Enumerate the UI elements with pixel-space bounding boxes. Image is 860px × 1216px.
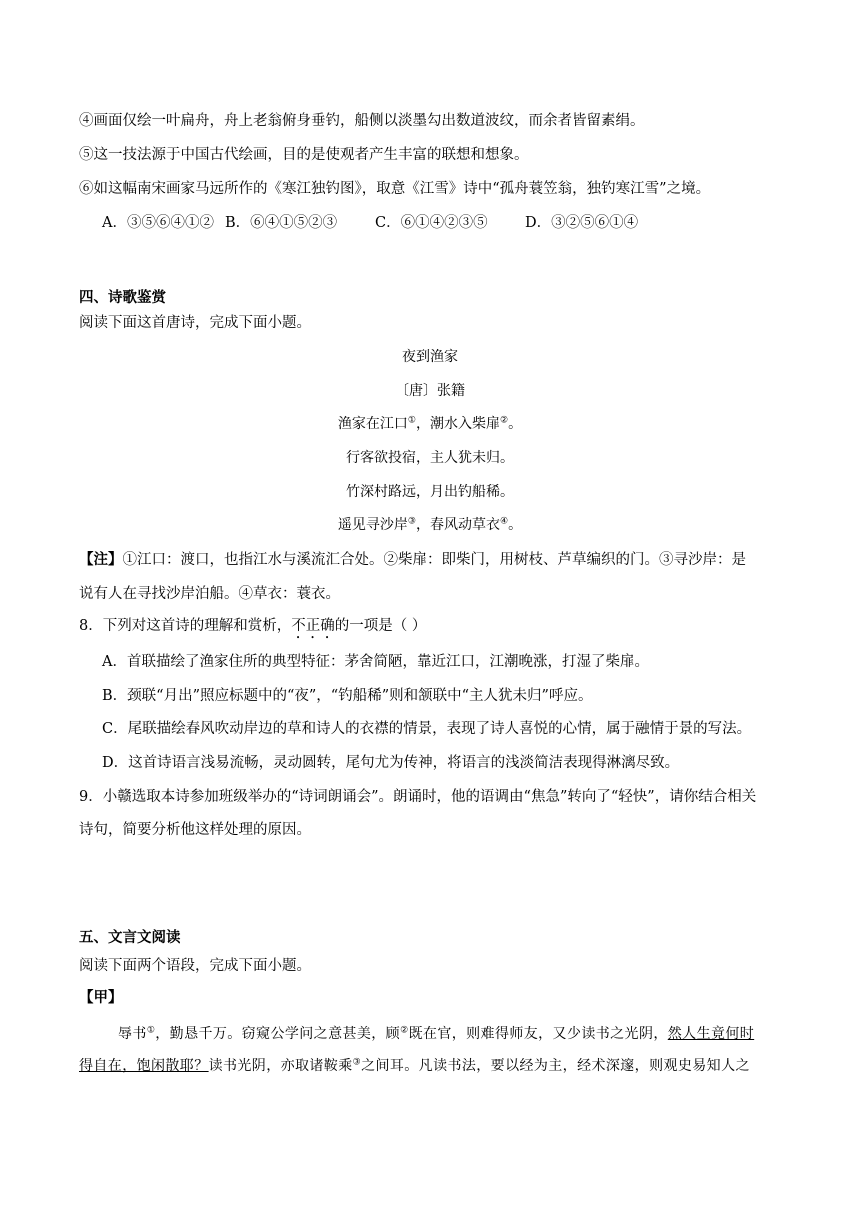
q7-option-c: C．⑥①④②③⑤: [375, 215, 488, 231]
q7-option-a: A．③⑤⑥④①②: [102, 215, 214, 231]
section-4-title: 四、诗歌鉴赏: [79, 289, 166, 306]
poem-line-4: 遥见寻沙岸③，春风动草衣④。: [337, 516, 523, 533]
poem-line-2: 行客欲投宿，主人犹未归。: [346, 450, 514, 466]
sentence-5: ⑤这一技法源于中国古代绘画，目的是使观者产生丰富的联想和想象。: [79, 147, 529, 163]
q8-option-b: B．颈联“月出”照应标题中的“夜”，“钓船稀”则和颔联中“主人犹未归”呼应。: [102, 688, 593, 704]
q7-option-b: B．⑥④①⑤②③: [225, 215, 338, 231]
poem-author: 〔唐〕张籍: [395, 383, 465, 399]
poem-line-1: 渔家在江口①，潮水入柴扉②。: [337, 415, 523, 432]
poem-notes-line-2: 说有人在寻找沙岸泊船。④草衣：蓑衣。: [79, 586, 340, 602]
passage-jia-label: 【甲】: [79, 989, 123, 1006]
sentence-4: ④画面仅绘一叶扁舟，舟上老翁俯身垂钓，船侧以淡墨勾出数道波纹，而余者皆留素绢。: [79, 113, 645, 129]
q7-options: [102, 213, 638, 233]
q8-option-a: A．首联描绘了渔家住所的典型特征：茅舍简陋，靠近江口，江潮晚涨，打湿了柴扉。: [102, 654, 649, 670]
section-5-title: 五、文言文阅读: [79, 929, 181, 946]
poem-title: 夜到渔家: [402, 349, 458, 365]
question-8-stem: 8．下列对这首诗的理解和赏析，不正确的一项是（ ）: [79, 618, 427, 634]
question-9-line-1: 9．小赣选取本诗参加班级举办的“诗词朗诵会”。朗诵时，他的语调由“焦急”转向了“轻快”，请你结合相关: [79, 789, 757, 805]
sentence-6: ⑥如这幅南宋画家马远所作的《寒江独钓图》，取意《江雪》诗中“孤舟蓑笠翁，独钓寒江雪”之境。: [79, 181, 711, 197]
q8-option-c: C．尾联描绘春风吹动岸边的草和诗人的衣襟的情景，表现了诗人喜悦的心情，属于融情于景的写法。: [102, 721, 752, 737]
passage-jia-line-2: 得自在，饱闲散耶？读书光阴，亦取诸鞍乘③之间耳。凡读书法，要以经为主，经术深邃，则观史易知人之: [79, 1057, 750, 1074]
section-4-intro: 阅读下面这首唐诗，完成下面小题。: [79, 315, 311, 331]
q7-option-d: D．③②⑤⑥①④: [525, 215, 639, 231]
poem-line-3: 竹深村路远，月出钓船稀。: [346, 484, 514, 500]
question-9-line-2: 诗句，简要分析他这样处理的原因。: [79, 822, 311, 838]
passage-jia-line-1: 辱书①，勤恳千万。窃窥公学问之意甚美，顾②既在官，则难得师友，又少读书之光阴，然人生竟何时: [118, 1025, 755, 1042]
q8-option-d: D．这首诗语言浅易流畅，灵动圆转，尾句尤为传神，将语言的浅淡简洁表现得淋漓尽致。: [102, 755, 680, 771]
poem-notes-line-1: 【注】①江口：渡口，也指江水与溪流汇合处。②柴扉：即柴门，用树枝、芦草编织的门。③寻沙岸：是: [79, 551, 746, 568]
section-5-intro: 阅读下面两个语段，完成下面小题。: [79, 958, 311, 974]
